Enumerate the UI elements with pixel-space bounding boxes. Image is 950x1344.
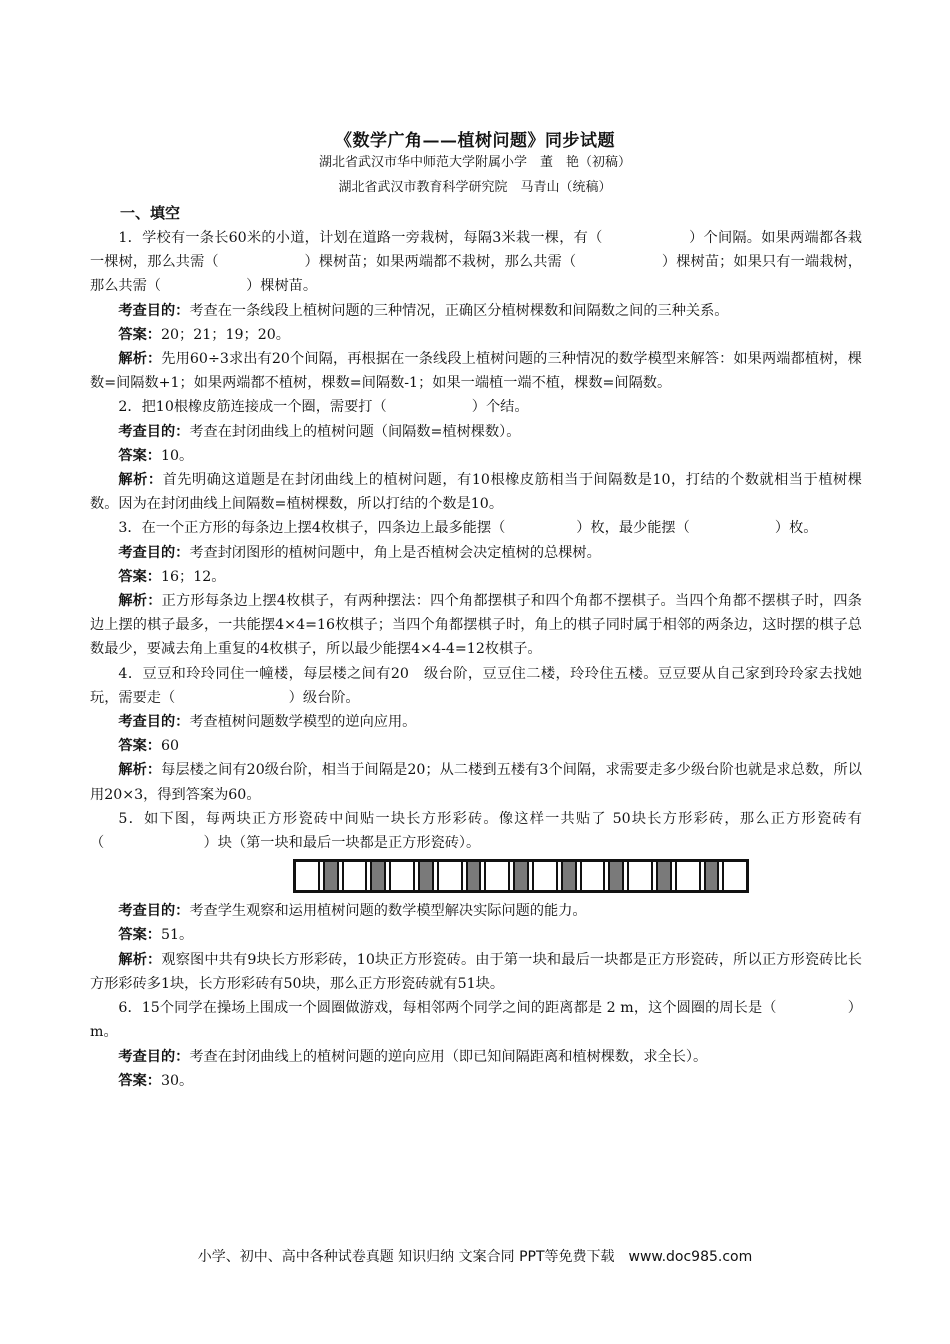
square-tile [391, 862, 415, 890]
purpose-text: 考查学生观察和运用植树问题的数学模型解决实际问题的能力。 [189, 903, 587, 920]
answer-label: 答案： [118, 738, 161, 755]
rectangular-tile [558, 862, 582, 890]
answer-text: 16；12。 [160, 568, 226, 585]
answer-line [90, 734, 862, 758]
rectangular-tile [605, 862, 629, 890]
purpose-text: 考查在封闭曲线上的植树问题的逆向应用（即已知间隔距离和植树棵数，求全长）。 [189, 1048, 708, 1065]
question-3: 3．在一个正方形的每条边上摆4枚棋子，四条边上最多能摆（ ）枚，最少能摆（ ）枚。 [118, 520, 818, 537]
answer-line [90, 1069, 862, 1093]
answer-label: 答案： [118, 326, 161, 343]
square-tile [534, 862, 558, 890]
analysis-line [90, 347, 862, 395]
purpose-label: 考查目的： [118, 714, 190, 731]
author-line: 湖北省武汉市华中师范大学附属小学 董 艳（初稿） [318, 155, 631, 170]
answer-text: 10。 [160, 447, 194, 464]
question-2: 2．把10根橡皮筋连接成一个圈，需要打（ ）个结。 [118, 399, 529, 416]
analysis-line [90, 589, 862, 662]
purpose-line [90, 899, 862, 923]
purpose-label: 考查目的： [118, 903, 190, 920]
purpose-label: 考查目的： [118, 544, 190, 561]
purpose-line [90, 541, 862, 565]
purpose-label: 考查目的： [118, 1048, 190, 1065]
purpose-label: 考查目的： [118, 302, 190, 319]
rectangular-tile [510, 862, 534, 890]
purpose-text: 考查在一条线段上植树问题的三种情况，正确区分植树棵数和间隔数之间的三种关系。 [189, 302, 729, 319]
square-tile [629, 862, 653, 890]
analysis-label: 解析： [118, 472, 163, 489]
answer-line [90, 444, 862, 468]
rectangular-tile [463, 862, 487, 890]
answer-text: 20；21；19；20。 [160, 326, 290, 343]
rectangular-tile [320, 862, 344, 890]
purpose-line [90, 299, 862, 323]
question-1: 1．学校有一条长60米的小道，计划在道路一旁栽树，每隔3米栽一棵，有（ ）个间隔。如果两端都各栽一棵树，那么共需（ ）棵树苗；如果两端都不栽树，那么共需（ ）棵树苗；如果只有一端栽树，那么共需（ ）棵树苗。 [90, 230, 862, 295]
question-list [90, 226, 862, 1093]
answer-label: 答案： [118, 447, 161, 464]
answer-label: 答案： [118, 1072, 161, 1089]
analysis-text: 观察图中共有9块长方形彩砖，10块正方形瓷砖。由于第一块和最后一块都是正方形瓷砖，所以正方形瓷砖比长方形彩砖多1块，长方形彩砖有50块，那么正方形瓷砖就有51块。 [90, 951, 862, 992]
author-line: 湖北省武汉市教育科学研究院 马青山（统稿） [338, 180, 612, 195]
rectangular-tile [415, 862, 439, 890]
analysis-text: 先用60÷3求出有20个间隔，再根据在一条线段上植树问题的三种情况的数学模型来解答：如果两端都植树，棵数=间隔数+1；如果两端都不植树，棵数=间隔数-1；如果一端植一端不植，棵数=间隔数。 [90, 351, 862, 392]
tile-strip-figure [293, 859, 749, 893]
answer-line [90, 323, 862, 347]
analysis-text: 首先明确这道题是在封闭曲线上的植树问题，有10根橡皮筋相当于间隔数是10，打结的个数就相当于植树棵数。因为在封闭曲线上间隔数=植树棵数，所以打结的个数是10。 [90, 472, 862, 513]
rectangular-tile [367, 862, 391, 890]
document-title: 《数学广角——植树问题》同步试题 [335, 131, 615, 151]
analysis-line [90, 948, 862, 996]
answer-text: 30。 [160, 1072, 194, 1089]
analysis-label: 解析： [118, 762, 162, 779]
question-5: 5．如下图，每两块正方形瓷砖中间贴一块长方形彩砖。像这样一共贴了 50块长方形彩砖，那么正方形瓷砖有（ ）块（第一块和最后一块都是正方形瓷砖）。 [90, 810, 862, 852]
rectangular-tile [701, 862, 725, 890]
square-tile [486, 862, 510, 890]
purpose-text: 考查在封闭曲线上的植树问题（间隔数=植树棵数）。 [189, 423, 521, 440]
analysis-text: 每层楼之间有20级台阶，相当于间隔是20；从二楼到五楼有3个间隔，求需要走多少级台阶也就是求总数，所以用20×3，得到答案为60。 [90, 762, 862, 803]
page-footer: 小学、初中、高中各种试卷真题 知识归纳 文案合同 PPT等免费下载 www.doc985.com [197, 1249, 753, 1265]
analysis-line [90, 758, 862, 806]
purpose-text: 考查植树问题数学模型的逆向应用。 [189, 714, 417, 731]
analysis-line [90, 468, 862, 516]
answer-label: 答案： [118, 568, 161, 585]
square-tile [439, 862, 463, 890]
analysis-text: 正方形每条边上摆4枚棋子，有两种摆法：四个角都摆棋子和四个角都不摆棋子。当四个角都不摆棋子时，四条边上摆的棋子最多，一共能摆4×4=16枚棋子；当四个角都摆棋子时，角上的棋子同时属于相邻的两条边，这时摆的棋子总数最少，要减去角上重复的4枚棋子，所以最少能摆4×4-4=12枚棋子。 [90, 593, 862, 658]
purpose-label: 考查目的： [118, 423, 190, 440]
purpose-line [90, 420, 862, 444]
answer-line [90, 923, 862, 947]
analysis-label: 解析： [118, 951, 162, 968]
answer-label: 答案： [118, 927, 161, 944]
square-tile [724, 862, 746, 890]
square-tile [296, 862, 320, 890]
purpose-line [90, 1045, 862, 1069]
answer-text: 51。 [160, 927, 194, 944]
section-heading: 一、填空 [120, 204, 181, 222]
question-6: 6．15个同学在操场上围成一个圆圈做游戏，每相邻两个同学之间的距离都是 2 m，这个圆圈的周长是（ ）m。 [90, 1000, 862, 1041]
question-4: 4．豆豆和玲玲同住一幢楼，每层楼之间有20 级台阶，豆豆住二楼，玲玲住五楼。豆豆要从自己家到玲玲家去找她玩，需要走（ ）级台阶。 [90, 665, 862, 706]
purpose-text: 考查封闭图形的植树问题中，角上是否植树会决定植树的总棵树。 [189, 544, 601, 561]
rectangular-tile [653, 862, 677, 890]
square-tile [677, 862, 701, 890]
analysis-label: 解析： [118, 351, 162, 368]
answer-text: 60 [160, 738, 180, 755]
answer-line [90, 565, 862, 589]
square-tile [582, 862, 606, 890]
square-tile [344, 862, 368, 890]
purpose-line [90, 710, 862, 734]
analysis-label: 解析： [118, 593, 162, 610]
